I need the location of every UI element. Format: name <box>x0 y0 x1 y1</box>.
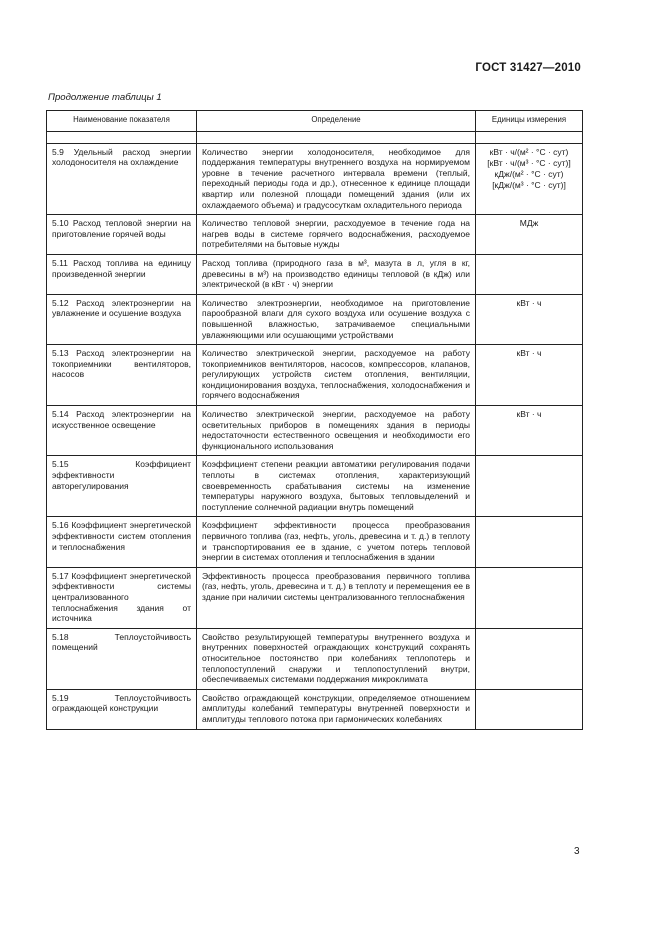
gap-cell <box>197 131 476 143</box>
table-row <box>47 254 583 294</box>
indicator-definition: Свойство ограждающей конструкции, определяемое отношением амплитуды колебаний температуры внутренней поверхности и амплитуды теплового потока при гармонических колебаниях <box>197 689 476 729</box>
unit-line: кВт · ч <box>516 409 542 420</box>
table-row <box>47 517 583 567</box>
indicator-definition: Коэффициент эффективности процесса преобразования первичного топлива (газ, нефть, уголь, древесина и т. д.) в теплоту и транспортирования ее в здание, с учетом потерь тепловой энергии в системах отопления и теплоснабжения в здании <box>197 517 476 567</box>
indicator-units <box>476 406 583 456</box>
indicator-units <box>476 628 583 689</box>
table-row <box>47 567 583 628</box>
indicator-units <box>476 143 583 215</box>
indicator-name: 5.19 Теплоустойчивость ограждающей конструкции <box>47 689 197 729</box>
table-row <box>47 215 583 255</box>
gap-cell <box>47 131 197 143</box>
indicator-name: 5.18 Теплоустойчивость помещений <box>47 628 197 689</box>
indicator-units <box>476 294 583 344</box>
indicator-units <box>476 567 583 628</box>
column-header-definition: Определение <box>197 111 476 132</box>
table-row <box>47 628 583 689</box>
indicator-name: 5.17 Коэффициент энергетической эффективности системы централизованного теплоснабжения здания от источника <box>47 567 197 628</box>
indicator-definition: Количество электроэнергии, необходимое на приготовление парообразной влаги для сухого воздуха или осушение воздуха с повышенной влажностью, затрачиваемое специальными увлажняющими или осушающими устройствами <box>197 294 476 344</box>
indicator-definition: Количество энергии холодоносителя, необходимое для поддержания температуры внутреннего воздуха на нормируемом уровне в течение расчетного интервала времени (теплый, переходный периоды года и др.), отнесенное к единице площади квартир или полезной площади помещений здания (или их охлаждаемого объема) и градусосуткам охладительного периода <box>197 143 476 215</box>
indicator-definition: Коэффициент степени реакции автоматики регулирования подачи теплоты в системах отопления, характеризующий своевременность срабатывания системы на изменение температуры наружного воздуха, бытовых тепловыделений и поступление солнечной радиации внутрь помещений <box>197 456 476 517</box>
indicator-name: 5.12 Расход электроэнергии на увлажнение и осушение воздуха <box>47 294 197 344</box>
table-row <box>47 406 583 456</box>
page-number: 3 <box>574 846 580 857</box>
column-header-name: Наименование показателя <box>47 111 197 132</box>
indicator-definition: Количество электрической энергии, расходуемое на работу токоприемников вентиляторов, насосов, компрессоров, клапанов, регулирующих устройств систем отопления, вентиляции, кондиционирования воздуха, теплоснабжения, холодоснабжения и горячего водоснабжения <box>197 345 476 406</box>
indicator-definition: Количество тепловой энергии, расходуемое в течение года на нагрев воды в системе горячего водоснабжения, расходуемое потребителями на бытовые нужды <box>197 215 476 255</box>
indicator-name: 5.11 Расход топлива на единицу произведенной энергии <box>47 254 197 294</box>
unit-line: [кДж/(м³ · °С · сут)] <box>492 179 566 190</box>
indicator-name: 5.9 Удельный расход энергии холодоносителя на охлаждение <box>47 143 197 215</box>
indicator-definition: Свойство результирующей температуры внутреннего воздуха и внутренних поверхностей ограждающих конструкций сохранять относительное постоянство при колебаниях теплопотерь и теплопоступлений снаружи и теплопоступлений внутри, обеспечиваемых системами поддержания микроклимата <box>197 628 476 689</box>
indicator-name: 5.15 Коэффициент эффективности авторегулирования <box>47 456 197 517</box>
gap-cell <box>476 131 583 143</box>
unit-line: [кВт · ч/(м³ · °С · сут)] <box>487 157 571 168</box>
table-row <box>47 456 583 517</box>
indicator-units <box>476 517 583 567</box>
table-row <box>47 294 583 344</box>
column-header-units: Единицы измерения <box>476 111 583 132</box>
table-header-row <box>47 111 583 132</box>
definitions-table <box>46 110 583 730</box>
unit-line: кВт · ч <box>516 348 542 359</box>
table-caption: Продолжение таблицы 1 <box>48 92 162 103</box>
unit-line: МДж <box>519 218 539 229</box>
table-body <box>47 143 583 729</box>
indicator-definition: Расход топлива (природного газа в м³, мазута в л, угля в кг, древесины в м³) на производство единицы тепловой (в кДж) или электрической (в кВт · ч) энергии <box>197 254 476 294</box>
indicator-units <box>476 345 583 406</box>
document-code: ГОСТ 31427—2010 <box>475 62 581 74</box>
table-row <box>47 143 583 215</box>
table-row <box>47 345 583 406</box>
indicator-units <box>476 456 583 517</box>
indicator-units <box>476 689 583 729</box>
indicator-definition: Эффективность процесса преобразования первичного топлива (газ, нефть, уголь, древесина и т. д.) в теплоту и перемещения ее в здание при наличии системы централизованного теплоснабжения <box>197 567 476 628</box>
indicator-name: 5.13 Расход электроэнергии на токоприемники вентиляторов, насосов <box>47 345 197 406</box>
unit-line: кВт · ч/(м² · °С · сут) <box>489 146 569 157</box>
indicator-units <box>476 254 583 294</box>
table-row <box>47 689 583 729</box>
indicator-name: 5.10 Расход тепловой энергии на приготовление горячей воды <box>47 215 197 255</box>
indicator-definition: Количество электрической энергии, расходуемое на работу осветительных приборов в помещениях здания в периоды недостаточности естественного освещения и необходимости его функционального использования <box>197 406 476 456</box>
indicator-name: 5.16 Коэффициент энергетической эффективности систем отопления и теплоснабжения <box>47 517 197 567</box>
indicator-units <box>476 215 583 255</box>
unit-line: кВт · ч <box>516 297 542 308</box>
header-gap-row <box>47 131 583 143</box>
indicator-name: 5.14 Расход электроэнергии на искусственное освещение <box>47 406 197 456</box>
unit-line: кДж/(м² · °С · сут) <box>494 168 564 179</box>
